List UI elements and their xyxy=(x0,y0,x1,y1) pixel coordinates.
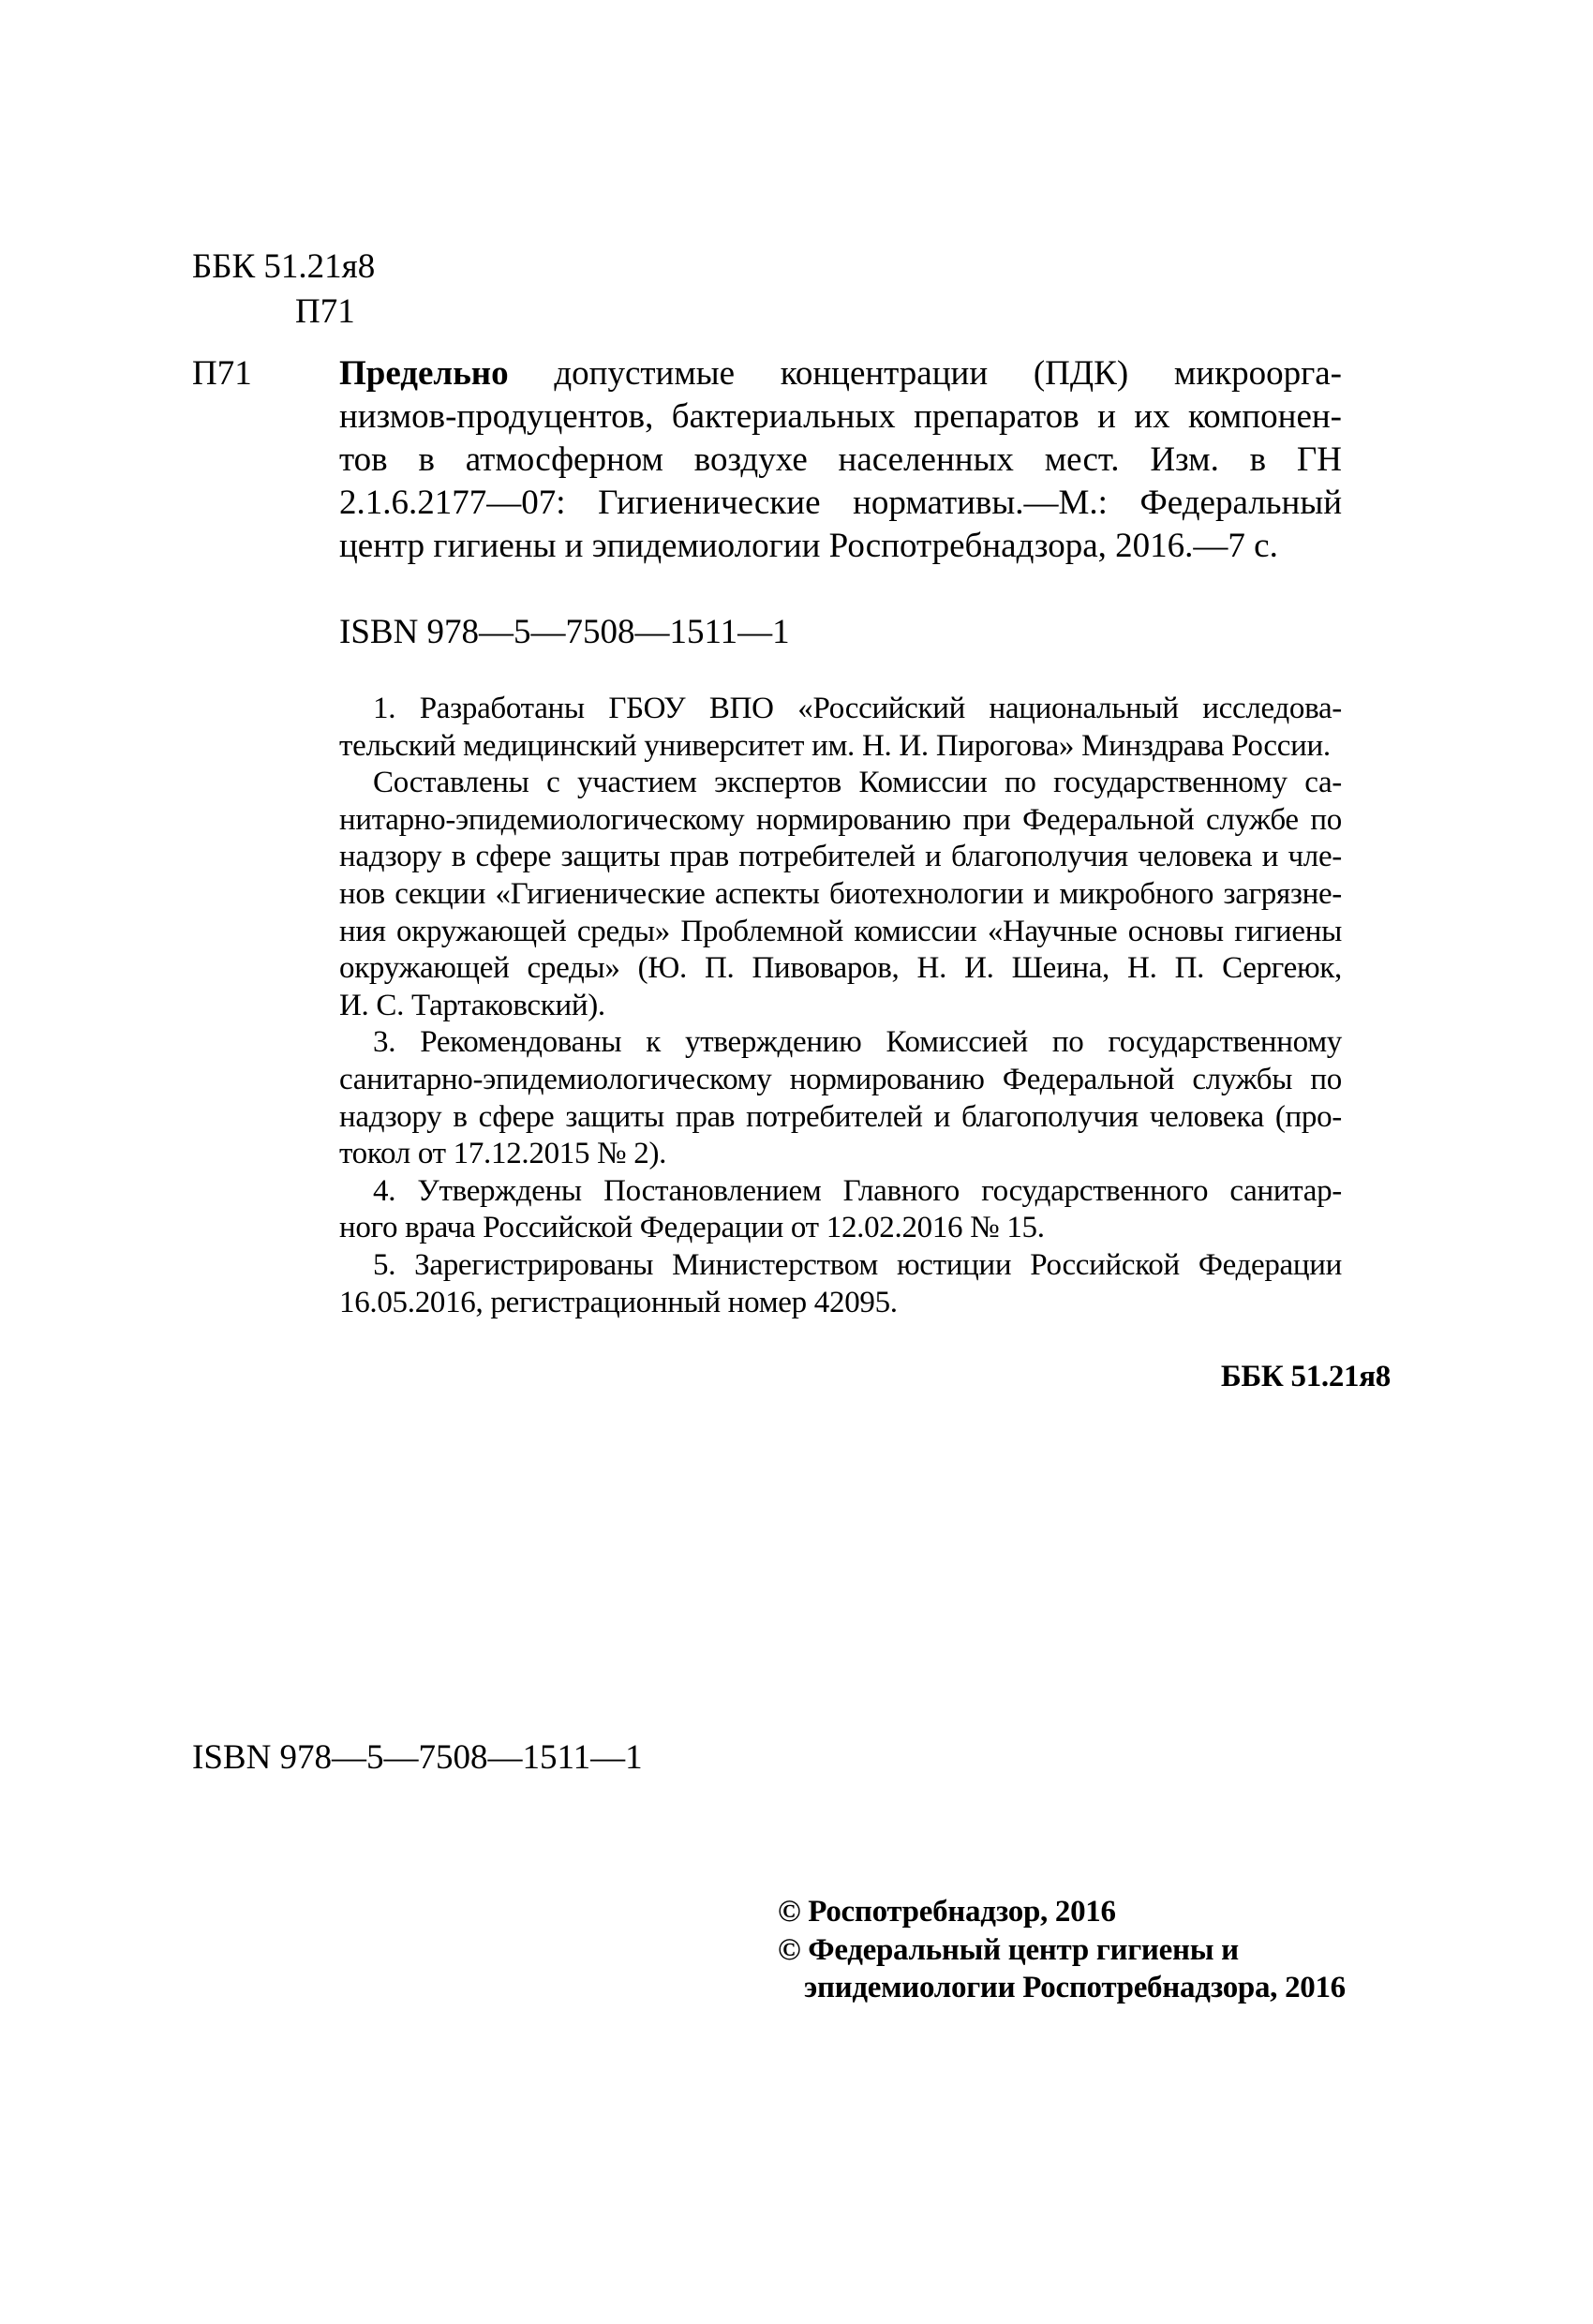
bibliographic-entry: Предельно допустимые концентрации (ПДК) микроорга- низмов-продуцентов, бактериальных препаратов и их компонен- тов в атмосферном воздухе населенных мест. Изм. в ГН 2.1.6.2177—07: Гигиенические нормативы.—М.: Федеральный центр гигиены и эпидемиологии Роспотребнадзора, 2016.—7 с. xyxy=(339,354,1342,565)
entry-title-bold: Предельно xyxy=(339,354,509,393)
copyright-line: © Федеральный центр гигиены и xyxy=(778,1932,1239,1967)
copyright-line: эпидемиологии Роспотребнадзора, 2016 xyxy=(804,1971,1346,2004)
isbn-bottom: ISBN 978—5—7508—1511—1 xyxy=(192,1738,643,1777)
copyright-block xyxy=(778,1893,1346,2007)
copyright-line: © Роспотребнадзор, 2016 xyxy=(778,1895,1116,1929)
bbk-code-bottom: ББК 51.21я8 xyxy=(1220,1360,1391,1393)
author-mark: П71 xyxy=(295,292,355,331)
credits-paragraphs: 1. Разработаны ГБОУ ВПО «Российский национальный исследова- тельский медицинский университет им. Н. И. Пирогова» Минздрава России. Составлены с участием экспертов Комиссии по государственному са- нитарно-эпидемиологическому нормированию при Федеральной службе по надзору в сфере защиты прав потребителей и благополучия человека и чле- нов секции «Гигиенические аспекты биотехнологии и микробного загрязне- ния окружающей среды» Проблемной комиссии «Научные основы гигиены окружающей среды» (Ю. П. Пивоваров, Н. И. Шеина, Н. П. Сергеюк, И. С. Тартаковский). 3. Рекомендованы к утверждению Комиссией по государственному санитарно-эпидемиологическому нормированию Федеральной службы по надзору в сфере защиты прав потребителей и благополучия человека (про- токол от 17.12.2015 № 2). 4. Утверждены Постановлением Главного государственного санитар- ного врача Российской Федерации от 12.02.2016 № 15. 5. Зарегистрированы Министерством юстиции Российской Федерации 16.05.2016, регистрационный номер 42095. xyxy=(339,692,1342,1319)
bbk-code-top: ББК 51.21я8 xyxy=(192,247,376,286)
isbn-top: ISBN 978—5—7508—1511—1 xyxy=(339,613,790,651)
entry-mark: П71 xyxy=(192,354,252,393)
